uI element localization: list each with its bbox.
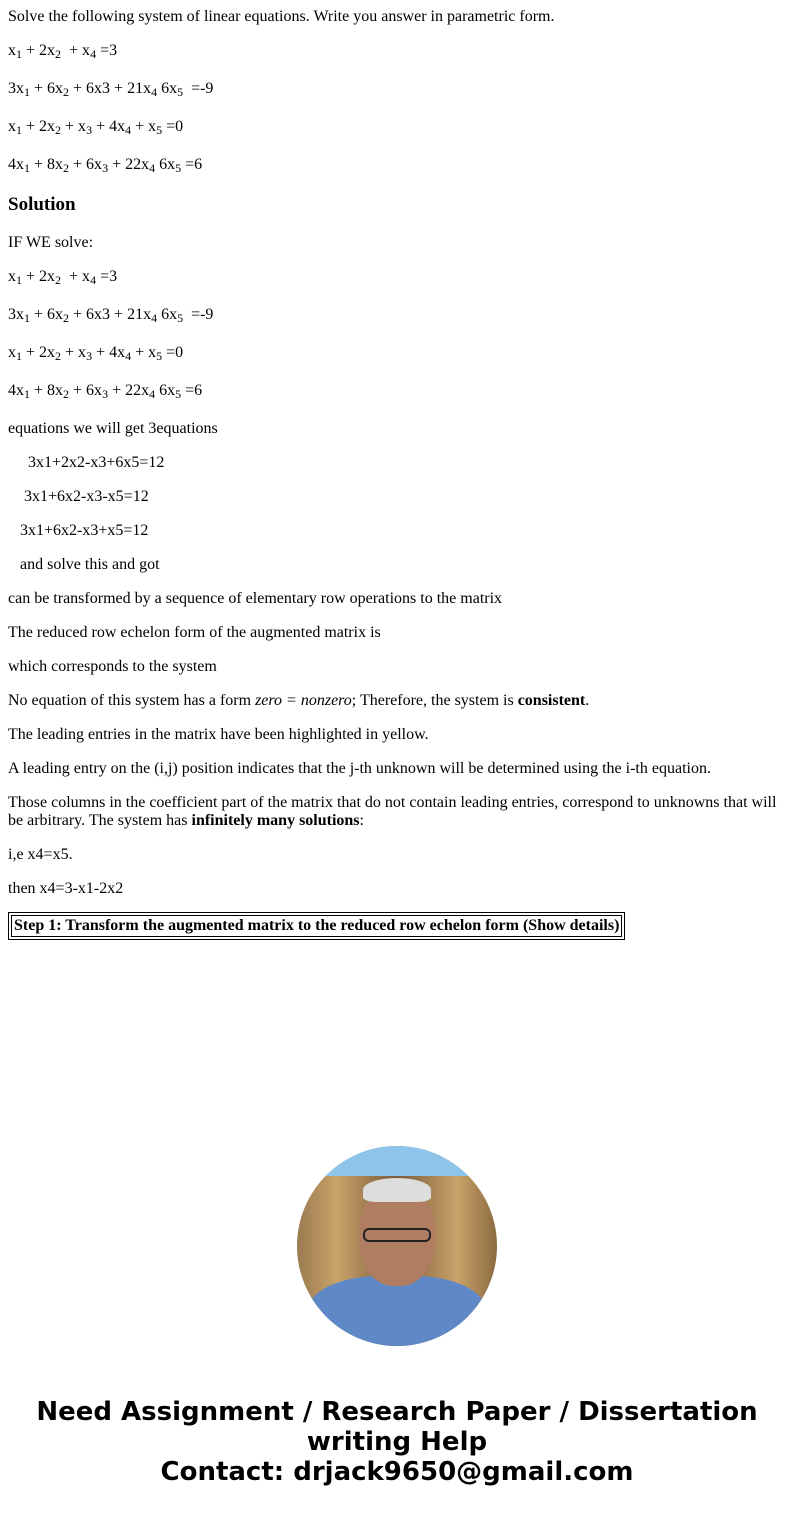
paragraph-leading-entry: A leading entry on the (i,j) position indicates that the j-th unknown will be determined using the i-th equation. <box>8 760 711 777</box>
subscript: 1 <box>24 387 30 401</box>
equations-original <box>8 42 786 174</box>
if-we-solve: IF WE solve: <box>8 234 94 251</box>
equation-text: + 2x <box>22 268 56 285</box>
equation-text: + 4x <box>92 344 126 361</box>
subscript: 2 <box>55 47 62 61</box>
equation-1 <box>8 268 786 286</box>
equation-text: + 6x3 + 21x <box>69 306 152 323</box>
text: : <box>359 812 364 829</box>
subscript: 2 <box>55 123 62 137</box>
equation-4 <box>8 382 786 400</box>
equation-text: 3x <box>8 306 24 323</box>
subscript: 1 <box>16 47 22 61</box>
equation-text: 6x <box>157 80 178 97</box>
paragraph-leading: The leading entries in the matrix have been highlighted in yellow. <box>8 726 429 743</box>
equation-text: + x <box>61 268 91 285</box>
text-bold: infinitely many solutions <box>191 812 360 829</box>
equation-text: x <box>8 118 16 135</box>
equation-text: + 2x <box>22 42 56 59</box>
equation-text: 3x <box>8 80 24 97</box>
photo-area <box>8 940 786 1397</box>
subscript: 5 <box>177 85 184 99</box>
equation-text: =0 <box>162 344 184 361</box>
subscript: 5 <box>175 387 182 401</box>
footer-contact: Contact: drjack9650@gmail.com <box>160 1457 634 1487</box>
equation-text: =-9 <box>183 306 214 323</box>
question: Solve the following system of linear equations. Write you answer in parametric form. <box>8 8 555 25</box>
equation-text: + 8x <box>30 382 64 399</box>
subscript: 3 <box>86 123 93 137</box>
equation-text: =6 <box>181 156 203 173</box>
subscript: 2 <box>63 85 70 99</box>
paragraph-transform: can be transformed by a sequence of elementary row operations to the matrix <box>8 590 503 607</box>
get-3-equations: equations we will get 3equations <box>8 420 218 437</box>
paragraph-consistent <box>8 692 786 710</box>
equation-text: + 6x <box>69 382 103 399</box>
derived-eq-3: 3x1+6x2-x3+x5=12 <box>20 522 149 539</box>
subscript: 2 <box>63 161 70 175</box>
equation-text: + x <box>61 344 87 361</box>
text-bold: consistent <box>517 692 586 709</box>
paragraph-then: then x4=3-x1-2x2 <box>8 880 124 897</box>
subscript: 1 <box>24 85 30 99</box>
subscript: 2 <box>55 349 62 363</box>
paragraph-ie: i,e x4=x5. <box>8 846 73 863</box>
subscript: 1 <box>16 123 22 137</box>
equation-text: + 22x <box>108 382 150 399</box>
text: ; Therefore, the system is <box>351 692 518 709</box>
equation-text: + 2x <box>22 344 56 361</box>
equation-text: =6 <box>181 382 203 399</box>
step1-box <box>8 912 625 940</box>
equation-text: + 6x3 + 21x <box>69 80 152 97</box>
subscript: 4 <box>151 311 158 325</box>
subscript: 4 <box>90 273 97 287</box>
derived-eq-2: 3x1+6x2-x3-x5=12 <box>24 488 149 505</box>
equation-text: + x <box>131 118 157 135</box>
subscript: 2 <box>63 311 70 325</box>
subscript: 4 <box>90 47 97 61</box>
equation-text: 6x <box>155 156 176 173</box>
equation-text: 6x <box>157 306 178 323</box>
equation-text: 6x <box>155 382 176 399</box>
subscript: 2 <box>55 273 62 287</box>
subscript: 4 <box>125 349 132 363</box>
equation-text: + 6x <box>30 80 64 97</box>
equation-text: + x <box>61 118 87 135</box>
subscript: 5 <box>156 123 163 137</box>
subscript: 4 <box>125 123 132 137</box>
equation-1 <box>8 42 786 60</box>
subscript: 3 <box>102 161 109 175</box>
equation-text: 4x <box>8 382 24 399</box>
equation-3 <box>8 344 786 362</box>
subscript: 1 <box>16 349 22 363</box>
equation-text: + x <box>61 42 91 59</box>
equation-text: + x <box>131 344 157 361</box>
step1-show-details[interactable]: Step 1: Transform the augmented matrix to the reduced row echelon form (Show details) <box>11 915 622 937</box>
paragraph-rref: The reduced row echelon form of the augmented matrix is <box>8 624 381 641</box>
equation-2 <box>8 80 786 98</box>
subscript: 3 <box>102 387 109 401</box>
subscript: 2 <box>63 387 70 401</box>
text: Those columns in the coefficient part of the matrix that do not contain leading entries, correspond to unknowns that will be arbitrary. The system has <box>8 794 777 829</box>
text-italic: zero = nonzero <box>255 692 352 709</box>
equation-text: + 8x <box>30 156 64 173</box>
subscript: 1 <box>24 311 30 325</box>
solve-got: and solve this and got <box>20 556 160 573</box>
subscript: 5 <box>177 311 184 325</box>
subscript: 1 <box>16 273 22 287</box>
equation-text: + 4x <box>92 118 126 135</box>
equation-text: =3 <box>96 42 118 59</box>
subscript: 4 <box>149 387 156 401</box>
paragraph-system: which corresponds to the system <box>8 658 217 675</box>
equation-2 <box>8 306 786 324</box>
footer-ad <box>8 1397 786 1487</box>
paragraph-arbitrary <box>8 794 786 830</box>
text: No equation of this system has a form <box>8 692 256 709</box>
subscript: 3 <box>86 349 93 363</box>
equation-text: + 6x <box>69 156 103 173</box>
equation-4 <box>8 156 786 174</box>
equation-3 <box>8 118 786 136</box>
equation-text: + 6x <box>30 306 64 323</box>
solution-heading: Solution <box>8 194 76 215</box>
equation-text: 4x <box>8 156 24 173</box>
equation-text: x <box>8 268 16 285</box>
subscript: 5 <box>175 161 182 175</box>
equation-text: x <box>8 344 16 361</box>
subscript: 1 <box>24 161 30 175</box>
subscript: 4 <box>149 161 156 175</box>
equation-text: x <box>8 42 16 59</box>
equation-text: =3 <box>96 268 118 285</box>
derived-eq-1: 3x1+2x2-x3+6x5=12 <box>28 454 165 471</box>
subscript: 5 <box>156 349 163 363</box>
equation-text: + 22x <box>108 156 150 173</box>
equation-text: =0 <box>162 118 184 135</box>
equation-text: =-9 <box>183 80 214 97</box>
footer-line1: Need Assignment / Research Paper / Dissertation writing Help <box>36 1397 758 1457</box>
author-photo <box>297 1146 497 1346</box>
subscript: 4 <box>151 85 158 99</box>
text: . <box>585 692 590 709</box>
equations-repeat <box>8 268 786 400</box>
equation-text: + 2x <box>22 118 56 135</box>
